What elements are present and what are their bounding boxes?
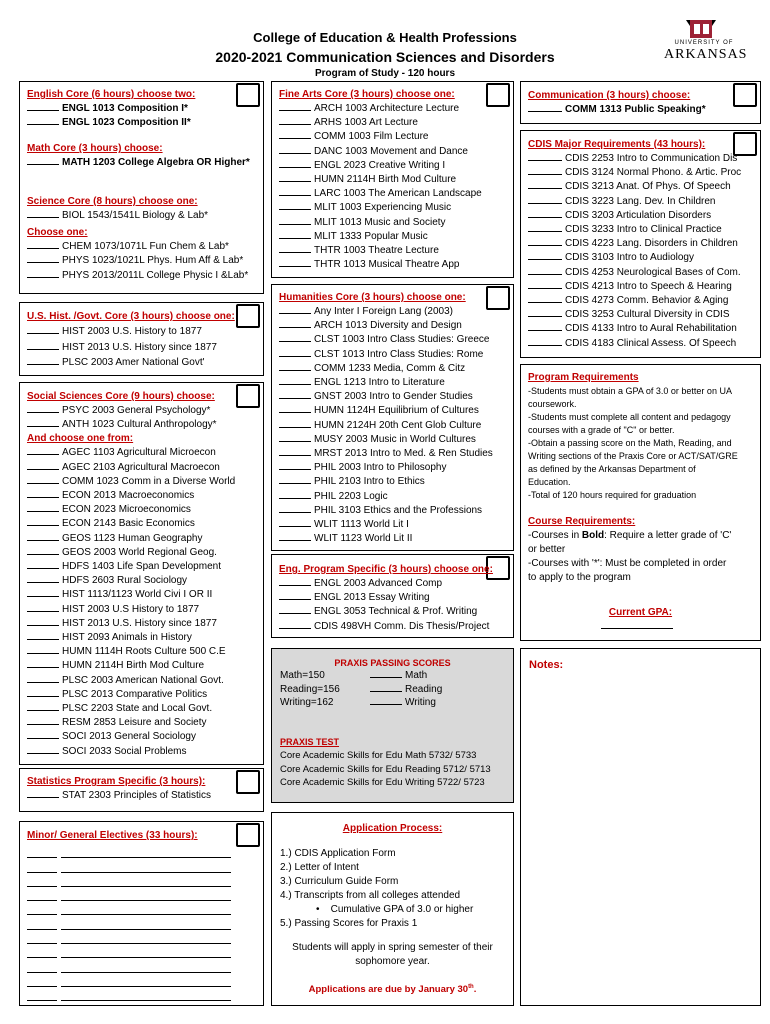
list-item: CDIS 3203 Articulation Disorders [528,209,741,223]
blank-line[interactable] [528,337,562,346]
praxis-box [271,648,514,803]
cdis-header: CDIS Major Requirements (43 hours): [528,139,706,150]
blank-line[interactable] [528,266,562,275]
blank-line[interactable] [27,475,59,484]
elective-line[interactable] [27,846,232,860]
list-item: HUMN 2114H Birth Mod Culture [279,173,482,187]
blank-line[interactable] [27,645,59,654]
blank-line[interactable] [27,446,59,455]
university-logo [660,18,748,70]
course-req-line: or better [528,544,566,555]
elective-line[interactable] [27,903,232,917]
requirement-line: -Students must complete all content and pedagogy [528,412,731,422]
english-header: English Core (6 hours) choose two: [27,89,196,100]
blank-line[interactable] [27,546,59,555]
eng-box [271,554,514,638]
elective-line[interactable] [27,975,232,989]
list-item: ECON 2143 Basic Economics [27,517,235,531]
blank-line[interactable] [279,591,311,600]
list-item: MUSY 2003 Music in World Cultures [279,433,493,447]
blank-line[interactable] [279,490,311,499]
blank-line[interactable] [279,333,311,342]
blank-line[interactable] [279,376,311,385]
field-writing[interactable]: Writing [370,696,442,710]
list-item: COMM 1003 Film Lecture [279,130,482,144]
social-header: Social Sciences Core (9 hours) choose: [27,391,215,402]
list-item: PLSC 2203 State and Local Govt. [27,702,235,716]
blank-line[interactable] [27,588,59,597]
finearts-box [271,81,514,278]
notes-box[interactable] [520,648,761,1006]
list-item: ENGL 1023 Composition II* [27,116,250,130]
elective-line[interactable] [27,932,232,946]
science-header: Science Core (8 hours) choose one: [27,196,198,207]
list-item: ARHS 1003 Art Lecture [279,116,482,130]
program-req-list [528,385,738,502]
blank-line[interactable] [279,447,311,456]
blank-line[interactable] [279,159,311,168]
logo-text-top: UNIVERSITY OF [674,40,734,46]
list-item: PHYS 1023/1021L Phys. Hum Aff & Lab* [27,254,248,268]
blank-line[interactable] [27,503,59,512]
bullet-icon: • [316,904,331,915]
step-4-bullet: • Cumulative GPA of 3.0 or higher [316,904,474,915]
blank-line[interactable] [279,216,311,225]
blank-line[interactable] [27,688,59,697]
cdis-list [528,152,741,351]
list-item: LARC 1003 The American Landscape [279,187,482,201]
blank-line[interactable] [279,130,311,139]
list-item: CDIS 4253 Neurological Bases of Com. [528,266,741,280]
stats-checkbox[interactable] [236,770,260,794]
requirements-box [520,364,761,641]
step-5: 5.) Passing Scores for Praxis 1 [280,918,418,929]
blank-line[interactable] [27,532,59,541]
stats-box [19,768,264,812]
blank-line[interactable] [27,716,59,725]
ushist-box [19,302,264,376]
list-item: ENGL 3053 Technical & Prof. Writing [279,605,493,619]
score-reading: Reading=156 [280,683,340,695]
list-item: PHYS 2013/2011L College Physic I &Lab* [27,269,248,283]
blank-line[interactable] [279,319,311,328]
blank-line[interactable] [27,702,59,711]
apply-note-1: Students will apply in spring semester of their [292,942,493,953]
course-req-line: -Courses with '*': Must be completed in order [528,558,727,569]
blank-line[interactable] [528,195,562,204]
blank-line[interactable] [279,230,311,239]
list-item: ENGL 2003 Advanced Comp [279,577,493,591]
application-header: Application Process: [342,823,443,834]
blank-line[interactable] [27,745,59,754]
blank-line[interactable] [27,730,59,739]
blank-line[interactable] [27,659,59,668]
list-item: SOCI 2013 General Sociology [27,730,235,744]
math-header: Math Core (3 hours) choose: [27,143,163,155]
elective-line[interactable] [27,875,232,889]
finearts-checkbox[interactable] [486,83,510,107]
blank-line[interactable] [279,475,311,484]
blank-line[interactable] [279,348,311,357]
blank-line[interactable] [27,674,59,683]
list-item: ARCH 1013 Diversity and Design [279,319,493,333]
blank-line[interactable] [279,404,311,413]
humanities-list [279,305,493,546]
stats-header: Statistics Program Specific (3 hours): [27,776,206,787]
list-item: HIST 2003 U.S. History to 1877 [27,324,235,340]
blank-line[interactable] [279,305,311,314]
list-item: HIST 2013 U.S. History since 1877 [27,617,235,631]
blank-line[interactable] [279,201,311,210]
list-item: HIST 2013 U.S. History since 1877 [27,340,235,356]
blank-line[interactable] [528,209,562,218]
list-item: HIST 2003 U.S History to 1877 [27,603,235,617]
list-item: CDIS 4133 Intro to Aural Rehabilitation [528,322,741,336]
list-item: CLST 1013 Intro Class Studies: Rome [279,348,493,362]
list-item: CDIS 3124 Normal Phono. & Artic. Proc [528,166,741,180]
list-item: CDIS 4183 Clinical Assess. Of Speech [528,337,741,351]
blank-line[interactable] [27,631,59,640]
blank-line[interactable] [27,560,59,569]
course-req-line: -Courses in Bold: Require a letter grade of 'C' [528,530,732,541]
humanities-header: Humanities Core (3 hours) choose one: [279,292,466,303]
list-item: CDIS 2253 Intro to Communication Dis [528,152,741,166]
requirement-line: -Students must obtain a GPA of 3.0 or better on UA [528,386,732,396]
blank-line[interactable] [279,102,311,111]
social-box [19,382,264,765]
requirement-line: courses with a grade of "C" or better. [528,425,675,435]
praxis-test-writing: Core Academic Skills for Edu Writing 5722/ 5723 [280,777,485,788]
blank-line[interactable] [27,517,59,526]
requirement-line: -Obtain a passing score on the Math, Reading, and [528,438,732,448]
elective-line[interactable] [27,989,232,1003]
praxis-header: PRAXIS PASSING SCORES [334,658,451,668]
blank-line[interactable] [279,258,311,267]
apply-note-2: sophomore year. [355,956,430,967]
finearts-list [279,102,482,272]
list-item: COMM 1233 Media, Comm & Citz [279,362,493,376]
comm-header: Communication (3 hours) choose: [528,90,691,101]
list-item: PLSC 2003 American National Govt. [27,674,235,688]
blank-line[interactable] [27,574,59,583]
blank-line[interactable] [279,532,311,541]
list-item: GEOS 2003 World Regional Geog. [27,546,235,560]
elective-line[interactable] [27,860,232,874]
list-item: HDFS 1403 Life Span Development [27,560,235,574]
blank-line[interactable] [279,518,311,527]
step-1: 1.) CDIS Application Form [280,848,396,859]
praxis-fields [370,669,442,710]
list-item: STAT 2303 Principles of Statistics [27,789,211,803]
cdis-box [520,130,761,358]
blank-line[interactable] [279,461,311,470]
program-title: 2020-2021 Communication Sciences and Disorders [215,49,555,65]
score-math: Math=150 [280,670,325,681]
list-item: GEOS 1123 Human Geography [27,532,235,546]
list-item: THTR 1013 Musical Theatre App [279,258,482,272]
blank-line[interactable] [279,390,311,399]
list-item: ANTH 1023 Cultural Anthropology* [27,418,235,432]
notes-header: Notes: [529,659,564,671]
list-item: ARCH 1003 Architecture Lecture [279,102,482,116]
list-item: BIOL 1543/1541L Biology & Lab* [27,209,248,223]
praxis-scores [280,669,340,710]
current-gpa-field[interactable] [601,628,673,629]
list-item: HIST 2093 Animals in History [27,631,235,645]
course-req-line: to apply to the program [528,572,631,583]
comm-box [520,81,761,124]
list-item: SOCI 2033 Social Problems [27,745,235,759]
science-box [19,189,264,294]
social-checkbox[interactable] [236,384,260,408]
list-item: HUMN 2114H Birth Mod Culture [27,659,235,673]
blank-line[interactable] [279,504,311,513]
elective-line[interactable] [27,917,232,931]
due-date: Applications are due by January 30th. [308,984,477,996]
list-item: CDIS 498VH Comm. Dis Thesis/Project [279,620,493,634]
step-4: 4.) Transcripts from all colleges attended [280,890,461,901]
course-req-header: Course Requirements: [528,516,636,527]
list-item: WLIT 1113 World Lit I [279,518,493,532]
blank-line[interactable] [27,489,59,498]
list-item: PHIL 2103 Intro to Ethics [279,475,493,489]
science-choose-header: Choose one: [27,227,88,239]
list-item: PHIL 2003 Intro to Philosophy [279,461,493,475]
minor-header: Minor/ General Electives (33 hours): [27,830,198,841]
blank-line[interactable] [528,152,562,161]
program-subtitle: Program of Study - 120 hours [314,68,456,79]
list-item: CDIS 3253 Cultural Diversity in CDIS [528,308,741,322]
list-item: RESM 2853 Leisure and Society [27,716,235,730]
requirement-line: as defined by the Arkansas Department of [528,464,696,474]
list-item: CDIS 3213 Anat. Of Phys. Of Speech [528,180,741,194]
blank-line[interactable] [279,173,311,182]
application-box [271,812,514,1006]
minor-box [19,821,264,1006]
blank-line[interactable] [279,620,311,629]
blank-line[interactable] [279,433,311,442]
list-item: PHIL 3103 Ethics and the Professions [279,504,493,518]
list-item: ENGL 1013 Composition I* [27,102,250,116]
praxis-test-math: Core Academic Skills for Edu Math 5732/ 5733 [280,750,477,761]
list-item: Any Inter I Foreign Lang (2003) [279,305,493,319]
current-gpa-label: Current GPA: [608,607,673,618]
elective-line[interactable] [27,960,232,974]
list-item: CLST 1003 Intro Class Studies: Greece [279,333,493,347]
blank-line[interactable] [528,180,562,189]
requirement-line: Writing sections of the Praxis Core or ACT/SAT/GRE [528,451,738,461]
blank-line[interactable] [528,237,562,246]
list-item: HUMN 1114H Roots Culture 500 C.E [27,645,235,659]
list-item: MLIT 1003 Experiencing Music [279,201,482,215]
list-item: COMM 1313 Public Speaking* [528,103,706,117]
blank-line[interactable] [528,294,562,303]
list-item: MLIT 1013 Music and Society [279,216,482,230]
humanities-box [271,284,514,551]
blank-line[interactable] [279,605,311,614]
list-item: MRST 2013 Intro to Med. & Ren Studies [279,447,493,461]
list-item: DANC 1003 Movement and Dance [279,145,482,159]
list-item: PSYC 2003 General Psychology* [27,404,235,418]
elective-line[interactable] [27,889,232,903]
comm-checkbox[interactable] [733,83,757,107]
step-3: 3.) Curriculum Guide Form [280,876,399,887]
list-item: COMM 1023 Comm in a Diverse World [27,475,235,489]
blank-line[interactable] [279,362,311,371]
list-item: THTR 1003 Theatre Lecture [279,244,482,258]
list-item: MATH 1203 College Algebra OR Higher* [27,156,250,170]
list-item: MLIT 1333 Popular Music [279,230,482,244]
field-math[interactable]: Math [370,669,442,683]
social-choose-list [27,446,235,758]
blank-line[interactable] [528,280,562,289]
requirement-line: coursework. [528,399,577,409]
blank-line[interactable] [279,244,311,253]
list-item: WLIT 1123 World Lit II [279,532,493,546]
list-item: ENGL 1213 Intro to Literature [279,376,493,390]
list-item: PLSC 2013 Comparative Politics [27,688,235,702]
ushist-checkbox[interactable] [236,304,260,328]
finearts-header: Fine Arts Core (3 hours) choose one: [279,89,455,100]
blank-line[interactable] [279,187,311,196]
blank-line[interactable] [528,166,562,175]
blank-line[interactable] [279,577,311,586]
list-item: PHIL 2203 Logic [279,490,493,504]
requirement-line: -Total of 120 hours required for graduation [528,490,697,500]
list-item: ECON 2023 Microeconomics [27,503,235,517]
list-item: CDIS 4273 Comm. Behavior & Aging [528,294,741,308]
eng-header: Eng. Program Specific (3 hours) choose one: [279,564,493,575]
step-2: 2.) Letter of Intent [280,862,359,873]
blank-line[interactable] [279,419,311,428]
list-item: ENGL 2013 Essay Writing [279,591,493,605]
list-item: CDIS 4223 Lang. Disorders in Children [528,237,741,251]
praxis-test-reading: Core Academic Skills for Edu Reading 5712/ 5713 [280,763,491,775]
list-item: CHEM 1073/1071L Fun Chem & Lab* [27,240,248,254]
requirement-line: Education. [528,477,571,487]
praxis-test-header: PRAXIS TEST [280,737,340,747]
program-req-header: Program Requirements [528,372,639,383]
blank-line[interactable] [27,617,59,626]
logo-text-main: ARKANSAS [664,47,748,62]
blank-line[interactable] [528,251,562,260]
blank-line[interactable] [528,223,562,232]
social-choose-header: And choose one from: [27,433,134,445]
blank-line[interactable] [27,461,59,470]
list-item: HDFS 2603 Rural Sociology [27,574,235,588]
minor-checkbox[interactable] [236,823,260,847]
score-writing: Writing=162 [280,697,334,708]
list-item: GNST 2003 Intro to Gender Studies [279,390,493,404]
elective-line[interactable] [27,946,232,960]
list-item: AGEC 1103 Agricultural Microecon [27,446,235,460]
list-item: AGEC 2103 Agricultural Macroecon [27,461,235,475]
ushist-header: U.S. Hist. /Govt. Core (3 hours) choose one: [27,311,235,322]
minor-lines [27,846,232,1003]
list-item: CDIS 3223 Lang. Dev. In Children [528,195,741,209]
blank-line[interactable] [27,603,59,612]
list-item: CDIS 3103 Intro to Audiology [528,251,741,265]
list-item: ECON 2013 Macroeconomics [27,489,235,503]
blank-line[interactable] [528,308,562,317]
list-item: HUMN 2124H 20th Cent Glob Culture [279,419,493,433]
list-item: PLSC 2003 Amer National Govt' [27,355,235,371]
list-item: CDIS 3233 Intro to Clinical Practice [528,223,741,237]
blank-line[interactable] [279,116,311,125]
list-item: HUMN 1124H Equilibrium of Cultures [279,404,493,418]
list-item: HIST 1113/1123 World Civi I OR II [27,588,235,602]
college-title: College of Education & Health Professions [253,30,517,45]
list-item: ENGL 2023 Creative Writing I [279,159,482,173]
eng-list [279,577,493,634]
field-reading[interactable]: Reading [370,683,442,697]
blank-line[interactable] [528,322,562,331]
list-item: CDIS 4213 Intro to Speech & Hearing [528,280,741,294]
blank-line[interactable] [279,145,311,154]
